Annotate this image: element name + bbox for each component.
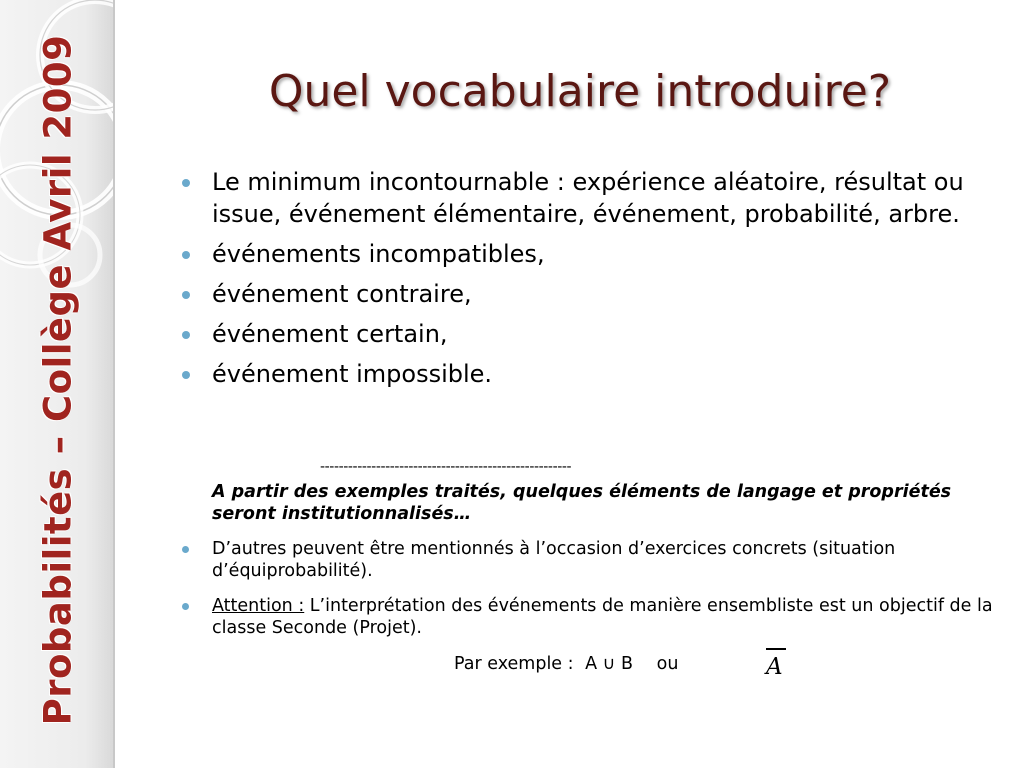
list-item-text: événement impossible. [212, 360, 493, 388]
bullet-dot-icon [182, 331, 190, 339]
list-item [180, 166, 980, 230]
list-item-text: événements incompatibles, [212, 240, 545, 268]
bullet-dot-icon [182, 251, 190, 259]
secondary-bullet-list [180, 538, 1000, 652]
list-item-text: Le minimum incontournable : expérience aléatoire, résultat ou issue, événement élémentaire, événement, probabilité, arbre. [212, 168, 964, 228]
list-item [180, 595, 1000, 639]
list-item-text: D’autres peuvent être mentionnés à l’occasion d’exercices concrets (situation d’équiprobabilité). [212, 539, 896, 581]
union-expression: A ∪ B [585, 654, 634, 674]
bullet-dot-icon [182, 371, 190, 379]
bullet-dot-icon [182, 291, 190, 299]
bullet-dot-icon [182, 179, 190, 187]
complement-letter: A [766, 654, 783, 680]
list-item [180, 278, 980, 310]
list-item [180, 238, 980, 270]
list-item-text: événement certain, [212, 320, 448, 348]
sidebar-decoration [0, 0, 115, 768]
main-bullet-list [180, 166, 980, 398]
list-item [180, 538, 1000, 582]
example-connector: ou [656, 654, 679, 674]
attention-label: Attention : [212, 596, 305, 616]
example-line [454, 653, 678, 675]
emphasis-note: A partir des exemples traités, quelques éléments de langage et propriétés seront institutionnalisés… [212, 482, 952, 524]
attention-text: L’interprétation des événements de manière ensembliste est un objectif de la classe Seconde (Projet). [212, 596, 993, 638]
overline-bar [766, 648, 786, 650]
bullet-dot-icon [182, 603, 189, 610]
dashed-separator: ------------------------------------------------------ [320, 459, 572, 475]
vertical-course-title: Probabilités – Collège Avril 2009 [36, 34, 80, 726]
list-item [180, 358, 980, 390]
bullet-dot-icon [182, 546, 189, 553]
list-item [180, 318, 980, 350]
slide-title: Quel vocabulaire introduire? [268, 66, 892, 117]
list-item-text: événement contraire, [212, 280, 472, 308]
complement-formula [765, 648, 787, 684]
example-prefix: Par exemple : [454, 654, 574, 674]
